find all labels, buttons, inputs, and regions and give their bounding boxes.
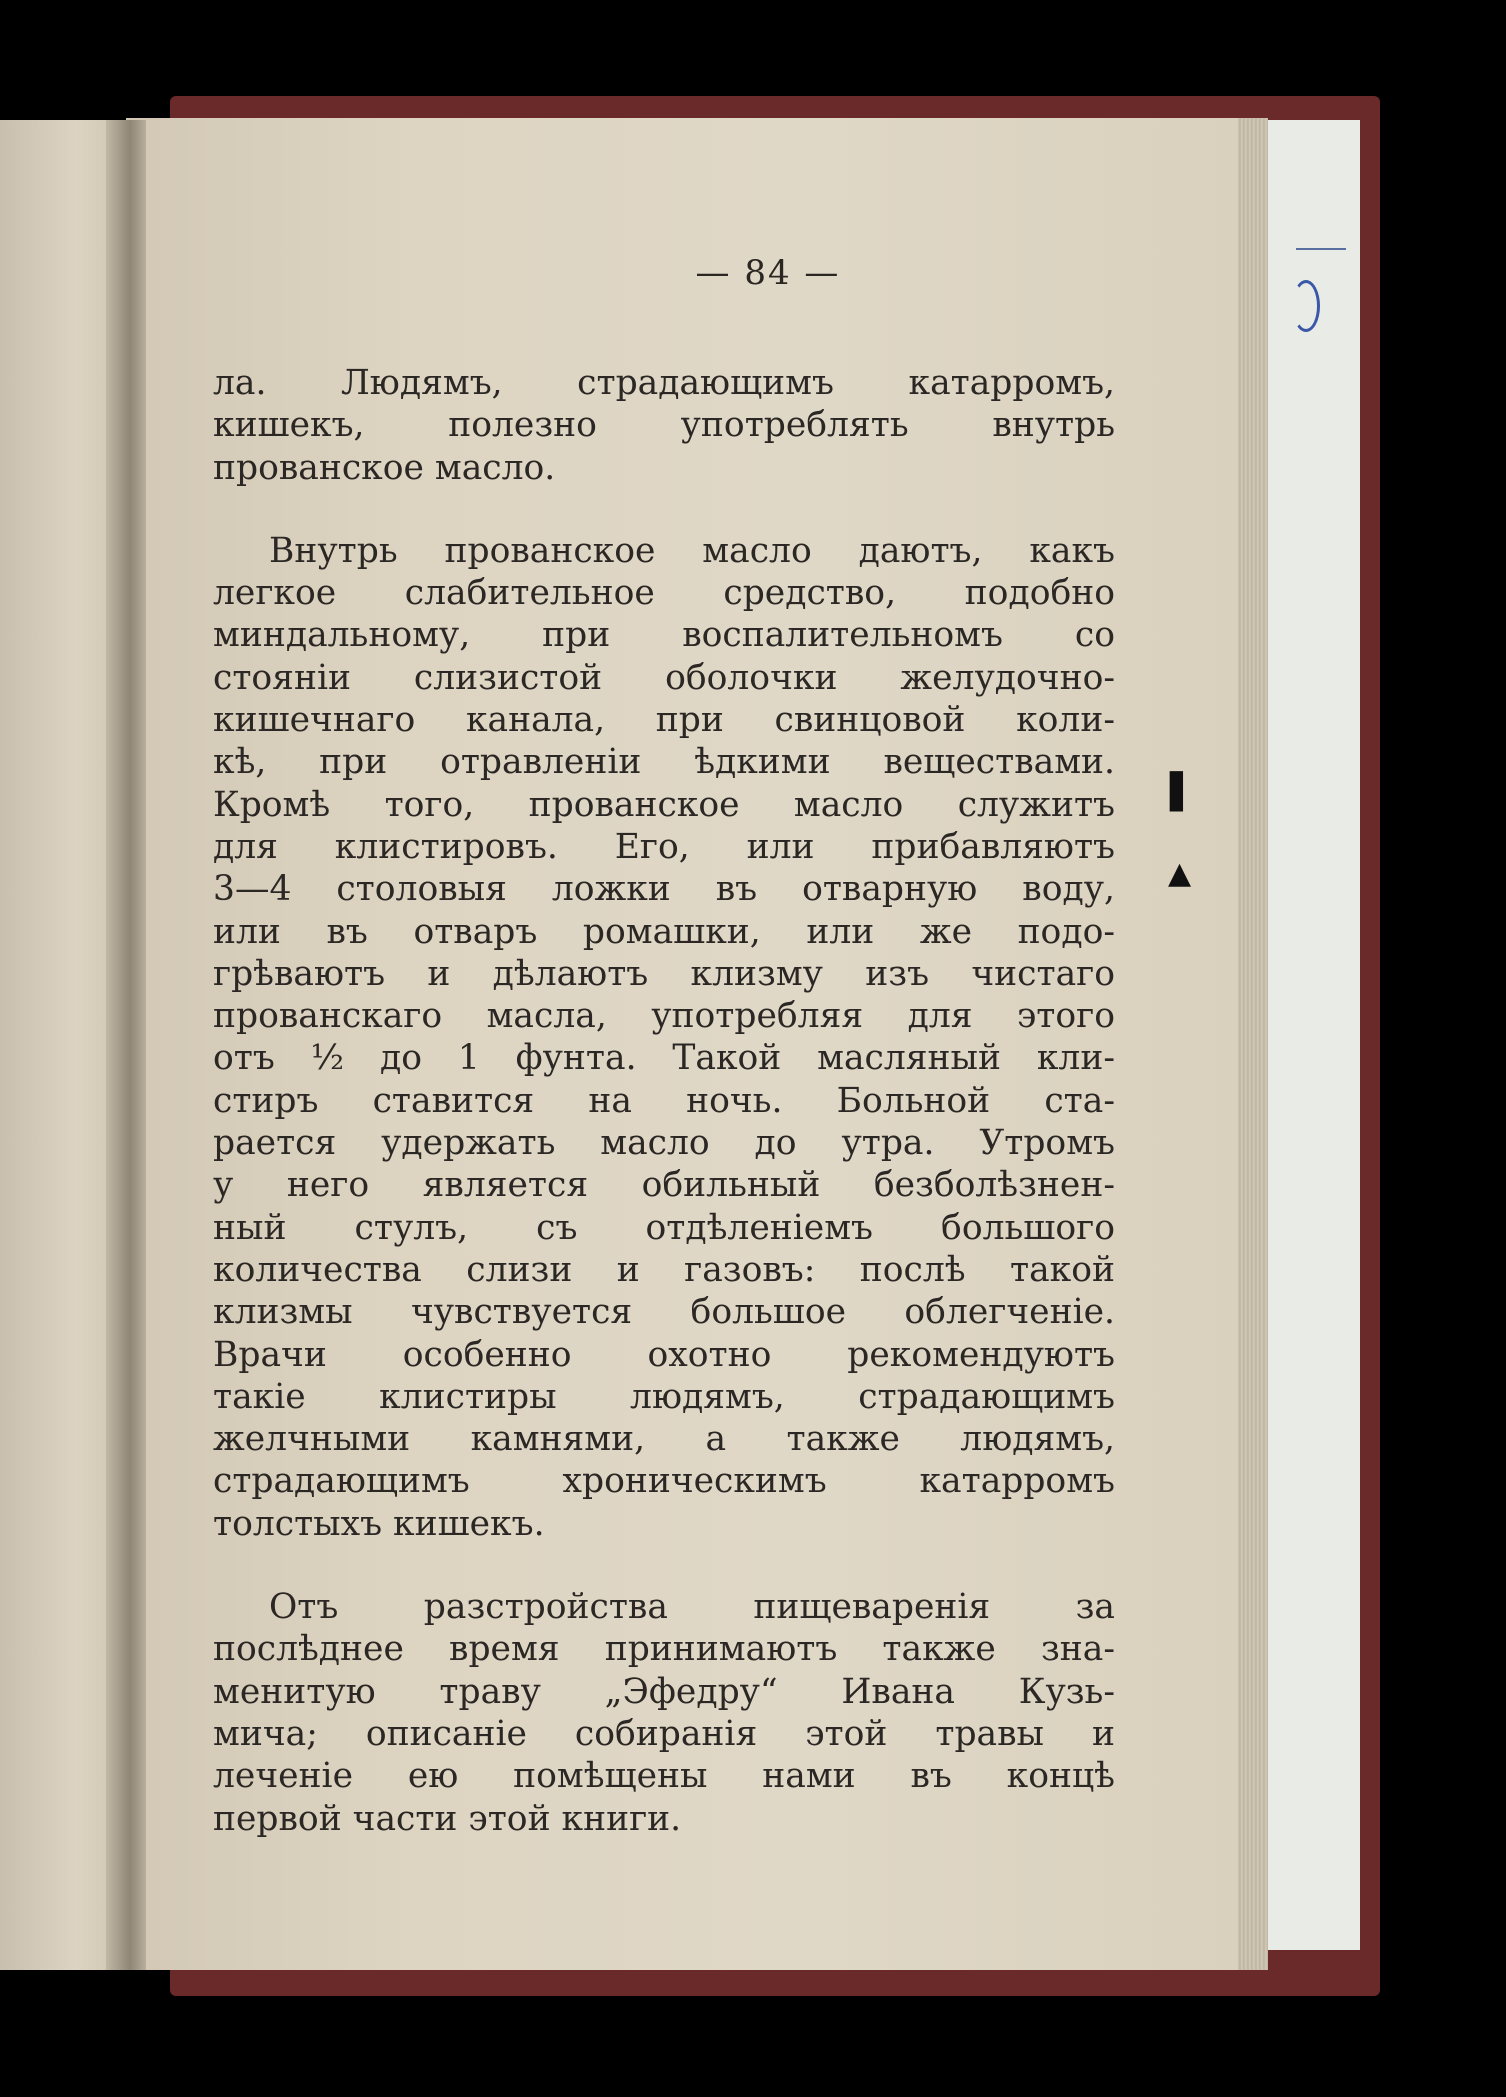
text-line: стиръ ставится на ночь. Больной ста- [213, 1080, 1115, 1121]
text-line: желчными камнями, а также людямъ, [213, 1419, 1115, 1460]
page-number: — 84 — [695, 253, 841, 293]
text-line: толстыхъ кишекъ. [213, 1503, 545, 1544]
text-line: легкое слабительное средство, подобно [213, 573, 1115, 614]
text-line: кишечнаго канала, при свинцовой коли- [213, 700, 1115, 741]
page-text [213, 362, 1115, 1840]
text-line: послѣднее время принимаютъ также зна- [213, 1629, 1115, 1670]
text-line: мича; описанiе собиранiя этой травы и [213, 1713, 1115, 1754]
text-line: Отъ разстройства пищеваренiя за [269, 1587, 1115, 1628]
text-line: первой части этой книги. [213, 1798, 682, 1839]
text-line: миндальному, при воспалительномъ со [213, 615, 1115, 656]
text-line: прованское масло. [213, 447, 556, 488]
text-line: количества слизи и газовъ: послѣ такой [213, 1249, 1115, 1290]
text-line: рается удержать масло до утра. Утромъ [213, 1123, 1115, 1164]
text-line: клизмы чувствуется большое облегченiе. [213, 1292, 1115, 1333]
text-line: отъ ½ до 1 фунта. Такой масляный кли- [213, 1038, 1115, 1079]
text-line: менитую траву „Эфедру“ Ивана Кузь- [213, 1671, 1115, 1712]
text-line: кишекъ, полезно употреблять внутрь [213, 405, 1115, 446]
text-line: страдающимъ хроническимъ катарромъ [213, 1461, 1115, 1502]
book-gutter [106, 120, 146, 1970]
page-edges [1238, 118, 1268, 1970]
text-line: грѣваютъ и дѣлаютъ клизму изъ чистаго [213, 953, 1115, 994]
text-line: леченiе ею помѣщены нами въ концѣ [213, 1756, 1115, 1797]
margin-ink-mark: ▌ [1170, 772, 1197, 812]
text-line: или въ отваръ ромашки, или же подо- [213, 911, 1115, 952]
paragraph-1 [213, 362, 1115, 489]
text-line: ла. Людямъ, страдающимъ катарромъ, [213, 363, 1115, 403]
card-line [1296, 248, 1346, 250]
text-line: прованскаго масла, употребляя для этого [213, 996, 1115, 1037]
text-line: такiе клистиры людямъ, страдающимъ [213, 1376, 1115, 1417]
text-line: 3—4 столовыя ложки въ отварную воду, [213, 869, 1115, 910]
margin-ink-mark: ▲ [1168, 856, 1192, 891]
text-line: Врачи особенно охотно рекомендуютъ [213, 1334, 1115, 1375]
text-line: кѣ, при отравленiи ѣдкими веществами. [213, 742, 1115, 783]
text-line: у него является обильный безболѣзнен- [213, 1165, 1115, 1206]
paragraph-3 [213, 1586, 1115, 1840]
text-line: для клистировъ. Его, или прибавляютъ [213, 826, 1115, 867]
paragraph-2 [213, 530, 1115, 1545]
text-line: Внутрь прованское масло даютъ, какъ [269, 530, 1115, 571]
text-line: Кромѣ того, прованское масло служитъ [213, 784, 1115, 825]
text-line: ный стулъ, съ отдѣленiемъ большого [213, 1207, 1115, 1248]
library-card [1260, 120, 1360, 1950]
text-line: стоянiи слизистой оболочки желудочно- [213, 657, 1115, 698]
